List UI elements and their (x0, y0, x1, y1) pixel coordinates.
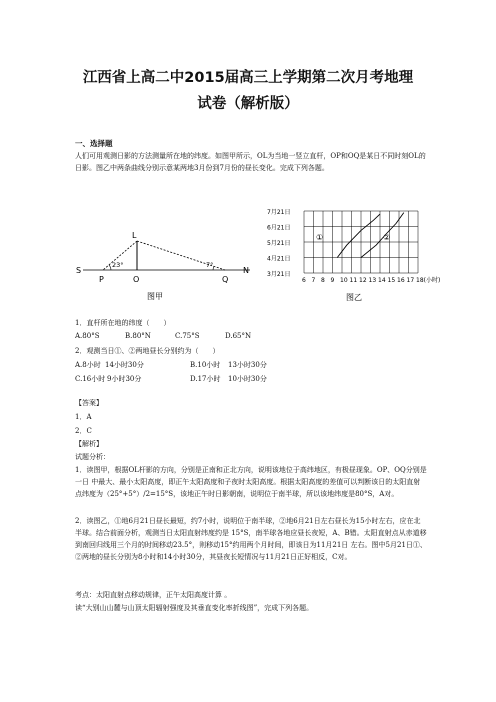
x-tick-label: 15 (387, 277, 396, 284)
x-tick-label: 12 (359, 277, 367, 284)
q2-option-a: A.8小时 (75, 361, 101, 369)
x-tick-label: 11 (349, 277, 358, 284)
x-tick-label: 9 (330, 277, 335, 284)
figure-jia-caption: 图甲 (147, 292, 163, 301)
answer-heading: 【答案】 (75, 399, 103, 407)
intro-paragraph: 人们可用观测日影的方法测量所在地的纬度。如图甲所示，OL为当地一竖立直杆，OP和OQ是某日不同时刻OL的日影。图乙中两条曲线分别示意某两地3月份到7月份的昼长变化。完成下列各题。 (75, 152, 426, 172)
q2-option-a-value: 14小时30分 (105, 361, 144, 369)
analysis-paragraph-1: 1．读图甲，根据OL杆影的方向，分别是正南和正北方向，说明该地位于高纬地区，有极昼现象。OP、OQ分别是一日 中最大、最小太阳高度，即正午太阳高度和子夜时太阳高度。根据太阳高度的差值可以判断该日的太阳直射点纬度为（25°+5°）/2=15°S，该地正午时日影朝南，说明位于南半球，所以该地纬度是80°S，A对。 (75, 466, 427, 498)
y-axis-labels (267, 208, 290, 278)
question-2: 2．观测当日①、②两地昼长分别约为（ ） (75, 347, 220, 355)
kaodian-line: 考点：太阳直射点移动规律，正午太阳高度计算 。 (75, 591, 232, 599)
x-tick-label: 16 (397, 277, 405, 284)
figure-jia (75, 225, 260, 305)
angle-arc-p (109, 265, 111, 270)
label-p: P (99, 275, 104, 284)
section-heading: 一、选择题 (75, 139, 113, 148)
document-title-line2: 试卷（解析版） (197, 96, 299, 112)
q2-option-b: B.10小时 (190, 361, 221, 369)
q2-option-c-value: 9小时30分 (107, 375, 142, 383)
q2-option-d-value: 10小时30分 (228, 375, 267, 383)
curve-1-label: ① (316, 233, 324, 242)
x-axis-labels (302, 276, 440, 284)
chart-grid (304, 211, 418, 273)
angle-label-1: 23° (112, 261, 124, 269)
label-s: S (76, 266, 82, 275)
curve-1 (337, 214, 380, 257)
figure-yi-caption: 图乙 (346, 293, 362, 302)
label-q: Q (222, 275, 229, 284)
figure-yi (265, 203, 445, 303)
x-tick-label: 17 (406, 277, 415, 284)
y-tick-label: 6月21日 (267, 224, 291, 232)
question-1: 1．直杆所在地的纬度（ ） (75, 319, 171, 327)
y-tick-label: 4月21日 (267, 255, 291, 263)
q2-option-b-value: 13小时30分 (228, 361, 267, 369)
q1-option-b: B.80°N (125, 332, 151, 340)
label-n: N (243, 266, 249, 275)
curve-2-label: ② (383, 233, 391, 242)
x-tick-label: 18(小时) (416, 277, 441, 284)
q2-option-c: C.16小时 (75, 375, 106, 383)
analysis-subheading: 试题分析： (75, 453, 110, 461)
y-tick-label: 3月21日 (267, 271, 291, 278)
label-o: O (133, 275, 140, 284)
document-title-line1: 江西省上高二中2015届高三上学期第二次月考地理 (82, 70, 414, 86)
next-question-intro: 读“大别山山麓与山顶太阳辐射强度及其垂直变化率折线图”，完成下列各题。 (75, 604, 314, 612)
x-tick-label: 7 (311, 277, 316, 284)
x-tick-label: 8 (321, 277, 325, 284)
q2-option-d: D.17小时 (190, 375, 221, 383)
x-tick-label: 13 (368, 277, 377, 284)
q1-option-d: D.65°N (225, 332, 252, 340)
x-tick-label: 14 (378, 277, 386, 284)
analysis-paragraph-2: 2．读图乙，①地6月21日昼长最短，约7小时，说明位于南半球，②地6月21日左右昼长为15小时左右，应在北半球。结合前面分析，观测当日太阳直射纬度约是 15°S，南半球各地应昼长夜短，A、B错。太阳直射点从赤道移到南回归线用三个月的时间移动23.5°，则移动15°约用两个月时间，即该日为11月21日 左右。图中5月21日①、②两地的昼长分别为8小时和14小时30分，其昼夜长短情况与11月21日正好相反，C对。 (75, 517, 427, 561)
q1-option-c: C.75°S (175, 332, 200, 340)
y-tick-label: 5月21日 (267, 240, 291, 247)
y-tick-label: 7月21日 (267, 209, 291, 216)
x-tick-label: 10 (340, 277, 348, 284)
x-tick-label: 6 (302, 277, 306, 284)
q1-option-a: A.80°S (75, 332, 100, 340)
label-l: L (132, 231, 137, 240)
answer-2: 2．C (75, 427, 92, 435)
angle-label-2: 7° (206, 261, 214, 269)
analysis-heading: 【解析】 (75, 440, 103, 448)
answer-1: 1．A (75, 413, 92, 421)
